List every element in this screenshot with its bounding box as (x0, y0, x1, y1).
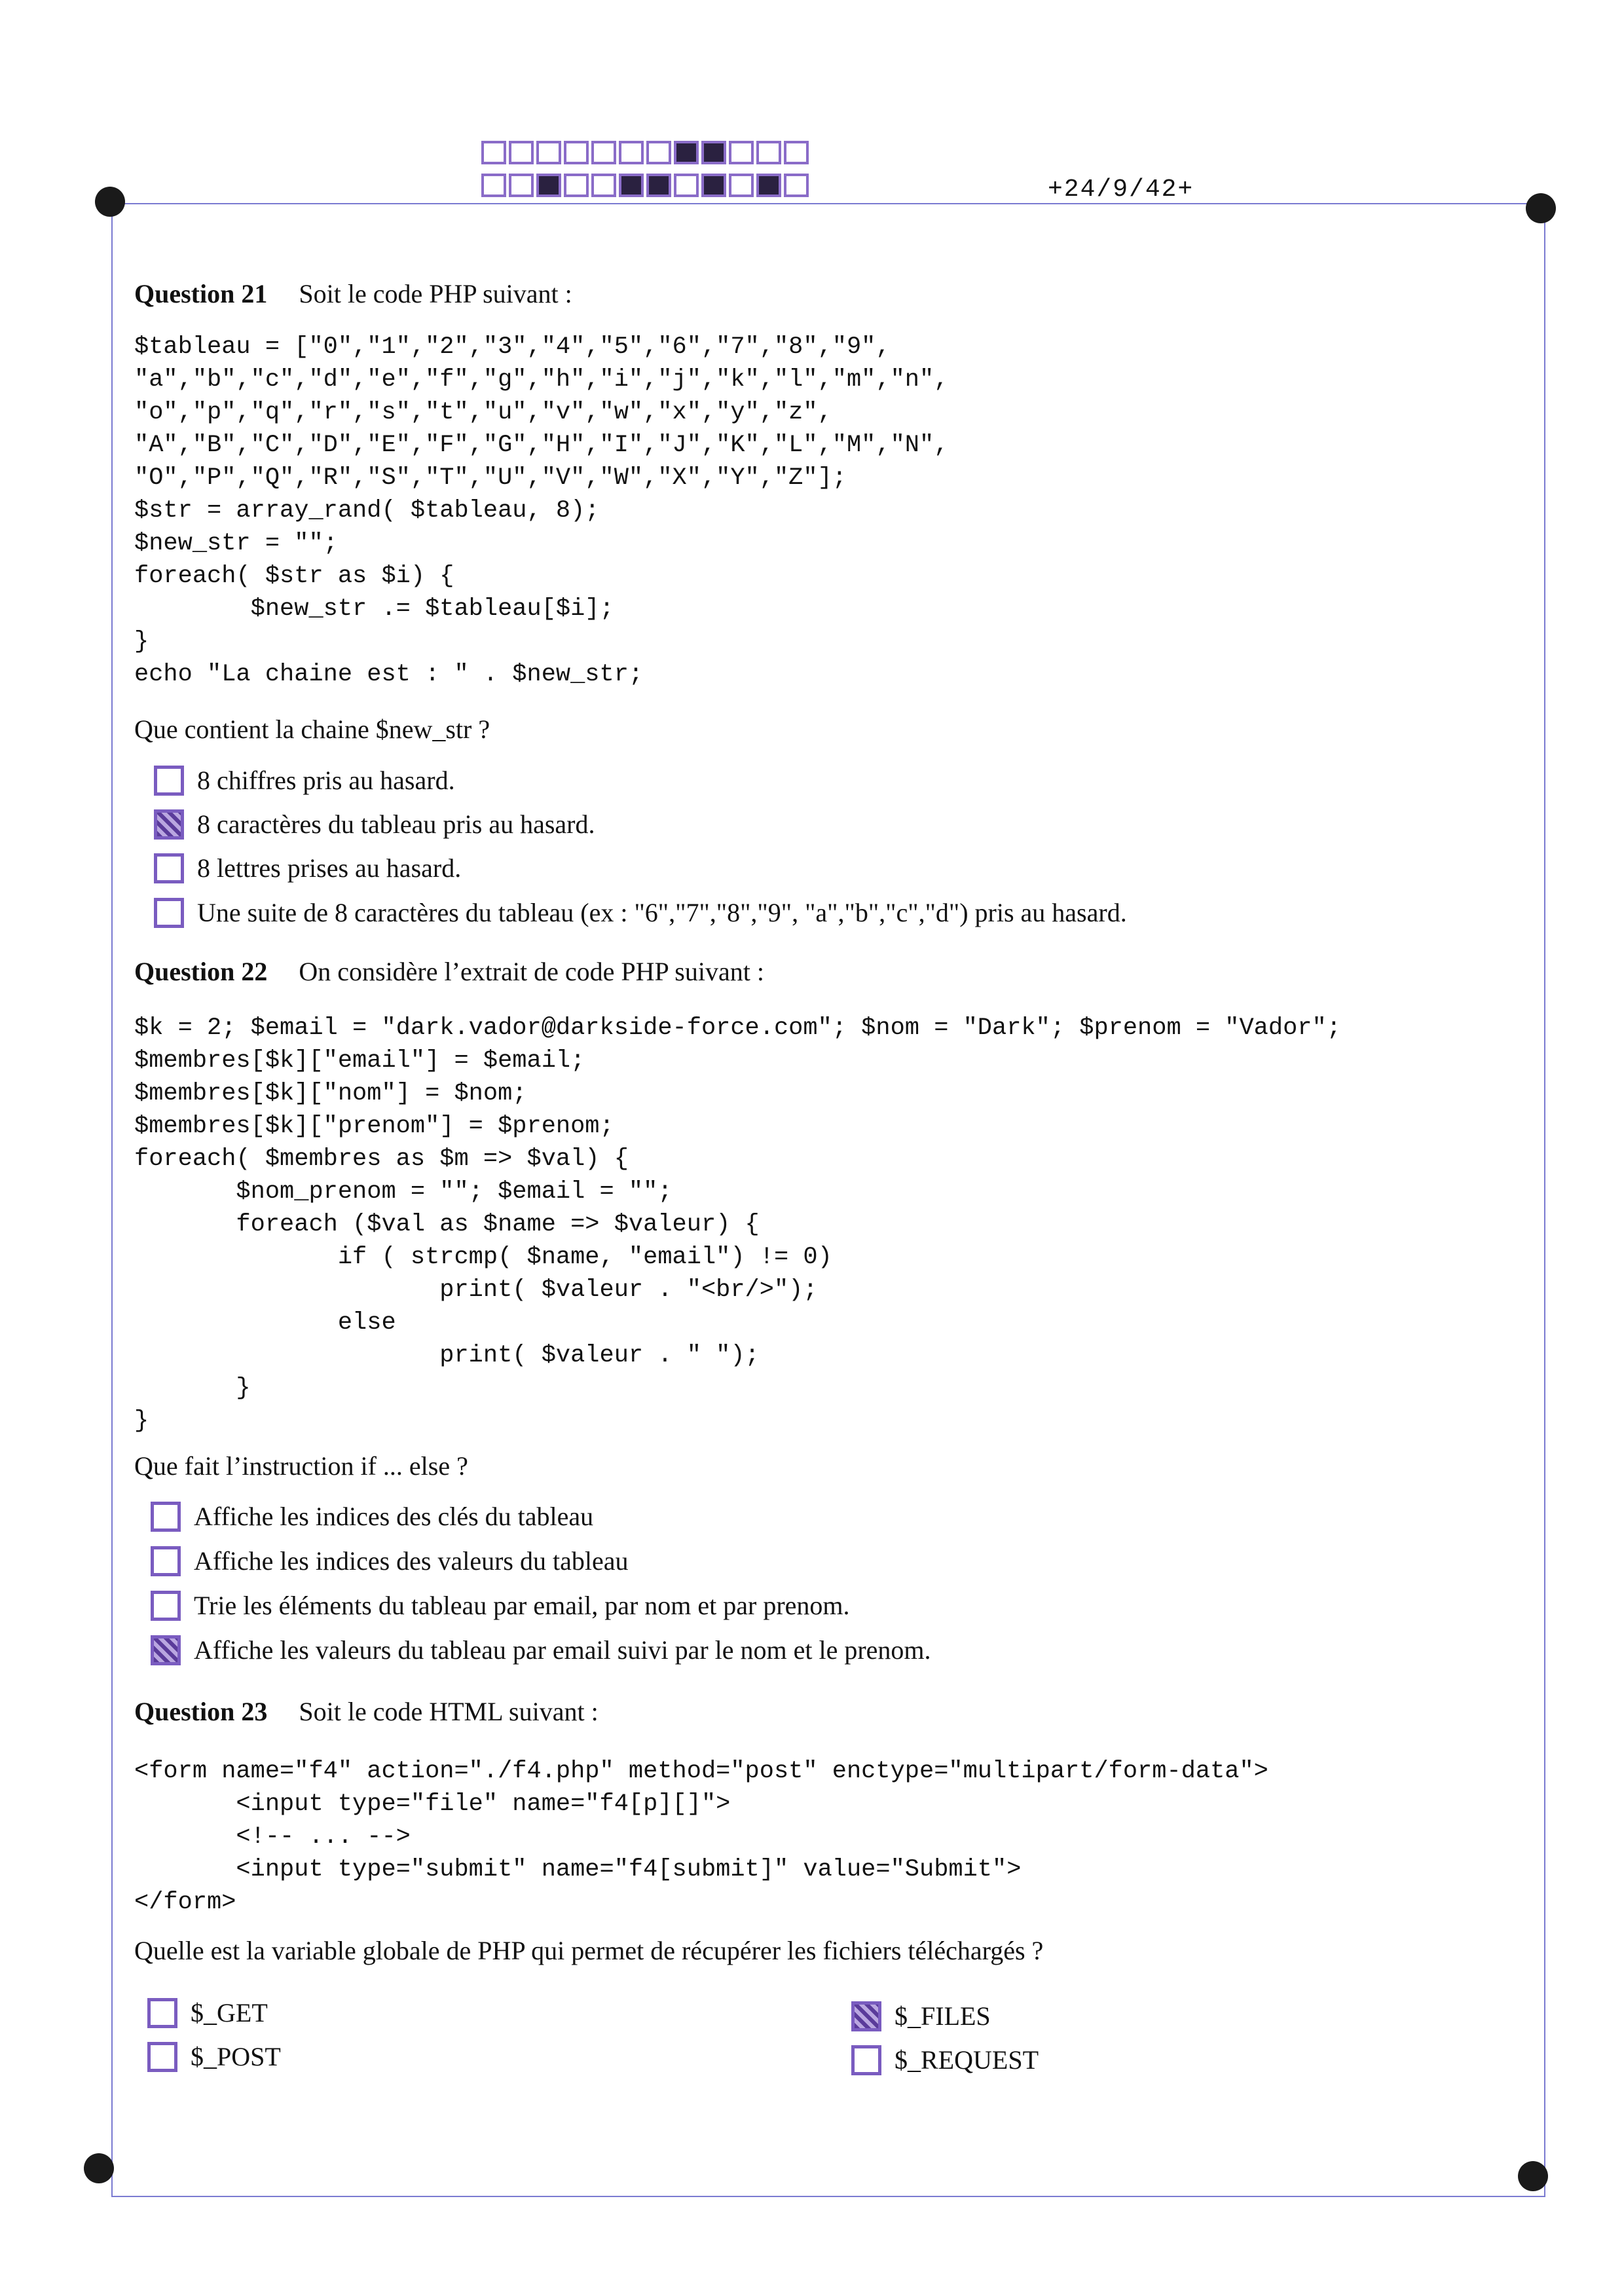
option-label: Trie les éléments du tableau par email, par nom et par prenom. (194, 1591, 850, 1620)
option-label: Une suite de 8 caractères du tableau (ex : "6","7","8","9", "a","b","c","d") pris au hasard. (197, 898, 1127, 927)
id-mark-box (481, 141, 506, 164)
answer-option[interactable] (151, 1635, 931, 1665)
checkbox[interactable] (151, 1502, 181, 1532)
option-label: $_FILES (895, 2001, 991, 2031)
option-label: $_POST (191, 2042, 281, 2071)
id-mark-box (509, 141, 534, 164)
code-block-q22: $k = 2; $email = "dark.vador@darkside-force.com"; $nom = "Dark"; $prenom = "Vador"; $membres[$k]["email"] = $email; $membres[$k]["nom"] = $nom; $membres[$k]["prenom"] = $prenom; foreach( $membres as $m => $val) { $nom_prenom = ""; $email = ""; foreach ($val as $name => $valeur) { if ( strcmp( $name, "email") != 0) print( $valeur . "<br/>"); else print( $valeur . " "); } } (134, 1014, 1341, 1435)
id-mark-box (784, 141, 809, 164)
corner-mark-bottom-left (84, 2153, 114, 2183)
checkbox[interactable] (151, 1635, 181, 1665)
checkbox[interactable] (154, 853, 184, 883)
id-mark-box (701, 141, 726, 164)
id-mark-box (646, 174, 671, 197)
checkbox[interactable] (151, 1546, 181, 1576)
id-mark-box (756, 141, 781, 164)
question-prompt: Que contient la chaine $new_str ? (134, 714, 490, 744)
question-22-header (134, 956, 764, 987)
question-label: Question 23 (134, 1697, 268, 1726)
id-mark-box (591, 141, 616, 164)
option-label: $_GET (191, 1998, 268, 2028)
id-mark-box (674, 174, 699, 197)
id-mark-box (729, 141, 754, 164)
question-intro: Soit le code HTML suivant : (299, 1697, 599, 1726)
page-code: +24/9/42+ (1048, 176, 1194, 204)
id-mark-box (564, 141, 589, 164)
answer-option[interactable] (154, 897, 1127, 928)
id-mark-box (756, 174, 781, 197)
checkbox[interactable] (147, 2042, 177, 2072)
id-mark-box (646, 141, 671, 164)
id-box-row-1 (481, 141, 809, 164)
id-mark-box (701, 174, 726, 197)
corner-mark-top-right (1526, 193, 1556, 223)
id-mark-box (591, 174, 616, 197)
option-label: Affiche les indices des valeurs du tableau (194, 1546, 629, 1576)
answer-option[interactable] (154, 809, 595, 840)
answer-option[interactable] (851, 2045, 1039, 2075)
id-mark-box (509, 174, 534, 197)
option-label: Affiche les indices des clés du tableau (194, 1502, 594, 1531)
question-intro: On considère l’extrait de code PHP suivant : (299, 957, 764, 986)
option-label: 8 chiffres pris au hasard. (197, 766, 455, 795)
checkbox[interactable] (154, 898, 184, 928)
checkbox[interactable] (154, 809, 184, 840)
question-label: Question 21 (134, 279, 268, 308)
checkbox[interactable] (147, 1998, 177, 2028)
question-intro: Soit le code PHP suivant : (299, 279, 572, 308)
id-mark-box (536, 141, 561, 164)
code-block-q21: $tableau = ["0","1","2","3","4","5","6","7","8","9", "a","b","c","d","e","f","g","h","i","j","k","l","m","n", "o","p","q","r","s","t","u","v","w","x","y","z", "A","B","C","D","E","F","G","H","I","J","K","L","M","N", "O","P","Q","R","S","T","U","V","W","X","Y","Z"]; $str = array_rand( $tableau, 8); $new_str = ""; foreach( $str as $i) { $new_str .= $tableau[$i]; } echo "La chaine est : " . $new_str; (134, 333, 949, 688)
checkbox[interactable] (851, 2001, 881, 2031)
checkbox[interactable] (154, 766, 184, 796)
option-label: 8 lettres prises au hasard. (197, 853, 462, 883)
id-mark-box (619, 141, 644, 164)
option-label: Affiche les valeurs du tableau par email suivi par le nom et le prenom. (194, 1635, 931, 1665)
answer-option[interactable] (151, 1590, 850, 1621)
id-mark-box (481, 174, 506, 197)
checkbox[interactable] (151, 1591, 181, 1621)
question-prompt: Quelle est la variable globale de PHP qui permet de récupérer les fichiers téléchargés ? (134, 1936, 1044, 1965)
answer-option[interactable] (154, 765, 455, 796)
id-mark-box (564, 174, 589, 197)
code-block-q23: <form name="f4" action="./f4.php" method="post" enctype="multipart/form-data"> <input type="file" name="f4[p][]"> <!-- ... --> <input type="submit" name="f4[submit]" value="Submit"> </form> (134, 1758, 1268, 1916)
answer-option[interactable] (147, 2041, 281, 2072)
question-21-header (134, 278, 572, 309)
id-box-row-2 (481, 174, 809, 197)
id-mark-box (784, 174, 809, 197)
answer-option[interactable] (147, 1997, 268, 2028)
id-mark-box (619, 174, 644, 197)
corner-mark-top-left (95, 187, 125, 217)
id-mark-box (536, 174, 561, 197)
answer-option[interactable] (151, 1546, 628, 1576)
answer-option[interactable] (154, 853, 461, 883)
id-mark-box (674, 141, 699, 164)
option-label: 8 caractères du tableau pris au hasard. (197, 809, 595, 839)
corner-mark-bottom-right (1518, 2161, 1548, 2191)
question-label: Question 22 (134, 957, 268, 986)
option-label: $_REQUEST (895, 2045, 1039, 2075)
answer-option[interactable] (851, 2001, 991, 2031)
answer-option[interactable] (151, 1501, 593, 1532)
question-prompt: Que fait l’instruction if ... else ? (134, 1451, 468, 1481)
checkbox[interactable] (851, 2045, 881, 2075)
id-mark-box (729, 174, 754, 197)
question-23-header (134, 1696, 599, 1727)
